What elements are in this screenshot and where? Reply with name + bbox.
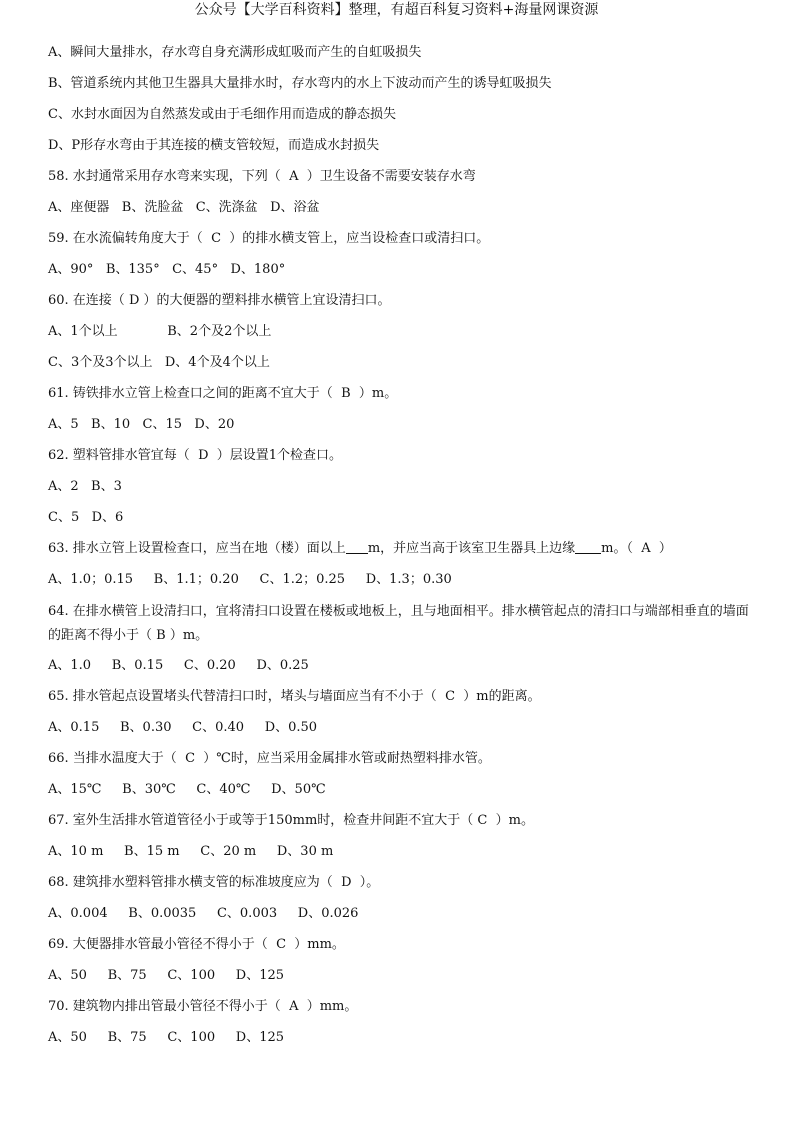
question-64: 64. 在排水横管上设清扫口，宜将清扫口设置在楼板或地板上，且与地面相平。排水横管起点的清扫口与端部相垂直的墙面的距离不得小于（ B ）m。: [48, 604, 749, 643]
page-header: 公众号【大学百科资料】整理，有超百科复习资料+海量网课资源: [194, 2, 599, 18]
question-63: [48, 538, 760, 569]
options-58: A、座便器 B、洗脸盆 C、洗涤盆 D、浴盆: [48, 200, 320, 215]
question-58: 58. 水封通常采用存水弯来实现，下列（ A ）卫生设备不需要安装存水弯: [48, 169, 476, 184]
options-68: A、0.004 B、0.0035 C、0.003 D、0.026: [48, 906, 359, 921]
question-66: 66. 当排水温度大于（ C ）℃时，应当采用金属排水管或耐热塑料排水管。: [48, 751, 491, 766]
question-63-part1: 63. 排水立管上设置检查口，应当在地（楼）面以上: [48, 541, 346, 556]
options-64: A、1.0 B、0.15 C、0.20 D、0.25: [48, 658, 309, 673]
options-60-b: C、3个及3个以上 D、4个及4个以上: [48, 355, 270, 370]
question-60: 60. 在连接（ D ）的大便器的塑料排水横管上宜设清扫口。: [48, 293, 391, 308]
options-69: A、50 B、75 C、100 D、125: [48, 968, 285, 983]
question-63-part3: m。（ A ）: [601, 541, 672, 556]
option-line: C、水封水面因为自然蒸发或由于毛细作用而造成的静态损失: [48, 107, 396, 122]
options-65: A、0.15 B、0.30 C、0.40 D、0.50: [48, 720, 318, 735]
option-line: B、管道系统内其他卫生器具大量排水时，存水弯内的水上下波动而产生的诱导虹吸损失: [48, 76, 552, 91]
options-61: A、5 B、10 C、15 D、20: [48, 417, 235, 432]
options-60-a: A、1个以上 B、2个及2个以上: [48, 324, 272, 339]
option-line: D、P形存水弯由于其连接的横支管较短，而造成水封损失: [48, 138, 380, 153]
options-67: A、10 m B、15 m C、20 m D、30 m: [48, 844, 334, 859]
question-65: 65. 排水管起点设置堵头代替清扫口时，堵头与墙面应当有不小于（ C ）m的距离。: [48, 689, 541, 704]
options-63: A、1.0；0.15 B、1.1；0.20 C、1.2；0.25 D、1.3；0.30: [48, 572, 452, 587]
question-63-part2: m，并应当高于该室卫生器具上边缘: [367, 541, 576, 556]
question-69: 69. 大便器排水管最小管径不得小于（ C ）mm。: [48, 937, 345, 952]
question-61: 61. 铸铁排水立管上检查口之间的距离不宜大于（ B ）m。: [48, 386, 398, 401]
options-66: A、15℃ B、30℃ C、40℃ D、50℃: [48, 782, 326, 797]
question-68: 68. 建筑排水塑料管排水横支管的标准坡度应为（ D ）。: [48, 875, 380, 890]
question-67: 67. 室外生活排水管道管径小于或等于150mm时，检查井间距不宜大于（ C ）m。: [48, 813, 534, 828]
question-59: 59. 在水流偏转角度大于（ C ）的排水横支管上，应当设检查口或清扫口。: [48, 231, 490, 246]
fill-blank: [346, 539, 368, 554]
options-62-b: C、5 D、6: [48, 510, 124, 525]
options-59: A、90° B、135° C、45° D、180°: [48, 262, 286, 277]
question-70: 70. 建筑物内排出管最小管径不得小于（ A ）mm。: [48, 999, 358, 1014]
question-62: 62. 塑料管排水管宜每（ D ）层设置1个检查口。: [48, 448, 343, 463]
document-body: [48, 42, 760, 1058]
options-70: A、50 B、75 C、100 D、125: [48, 1030, 285, 1045]
fill-blank: [575, 539, 601, 554]
option-line: A、瞬间大量排水，存水弯自身充满形成虹吸而产生的自虹吸损失: [48, 45, 422, 60]
options-62-a: A、2 B、3: [48, 479, 122, 494]
